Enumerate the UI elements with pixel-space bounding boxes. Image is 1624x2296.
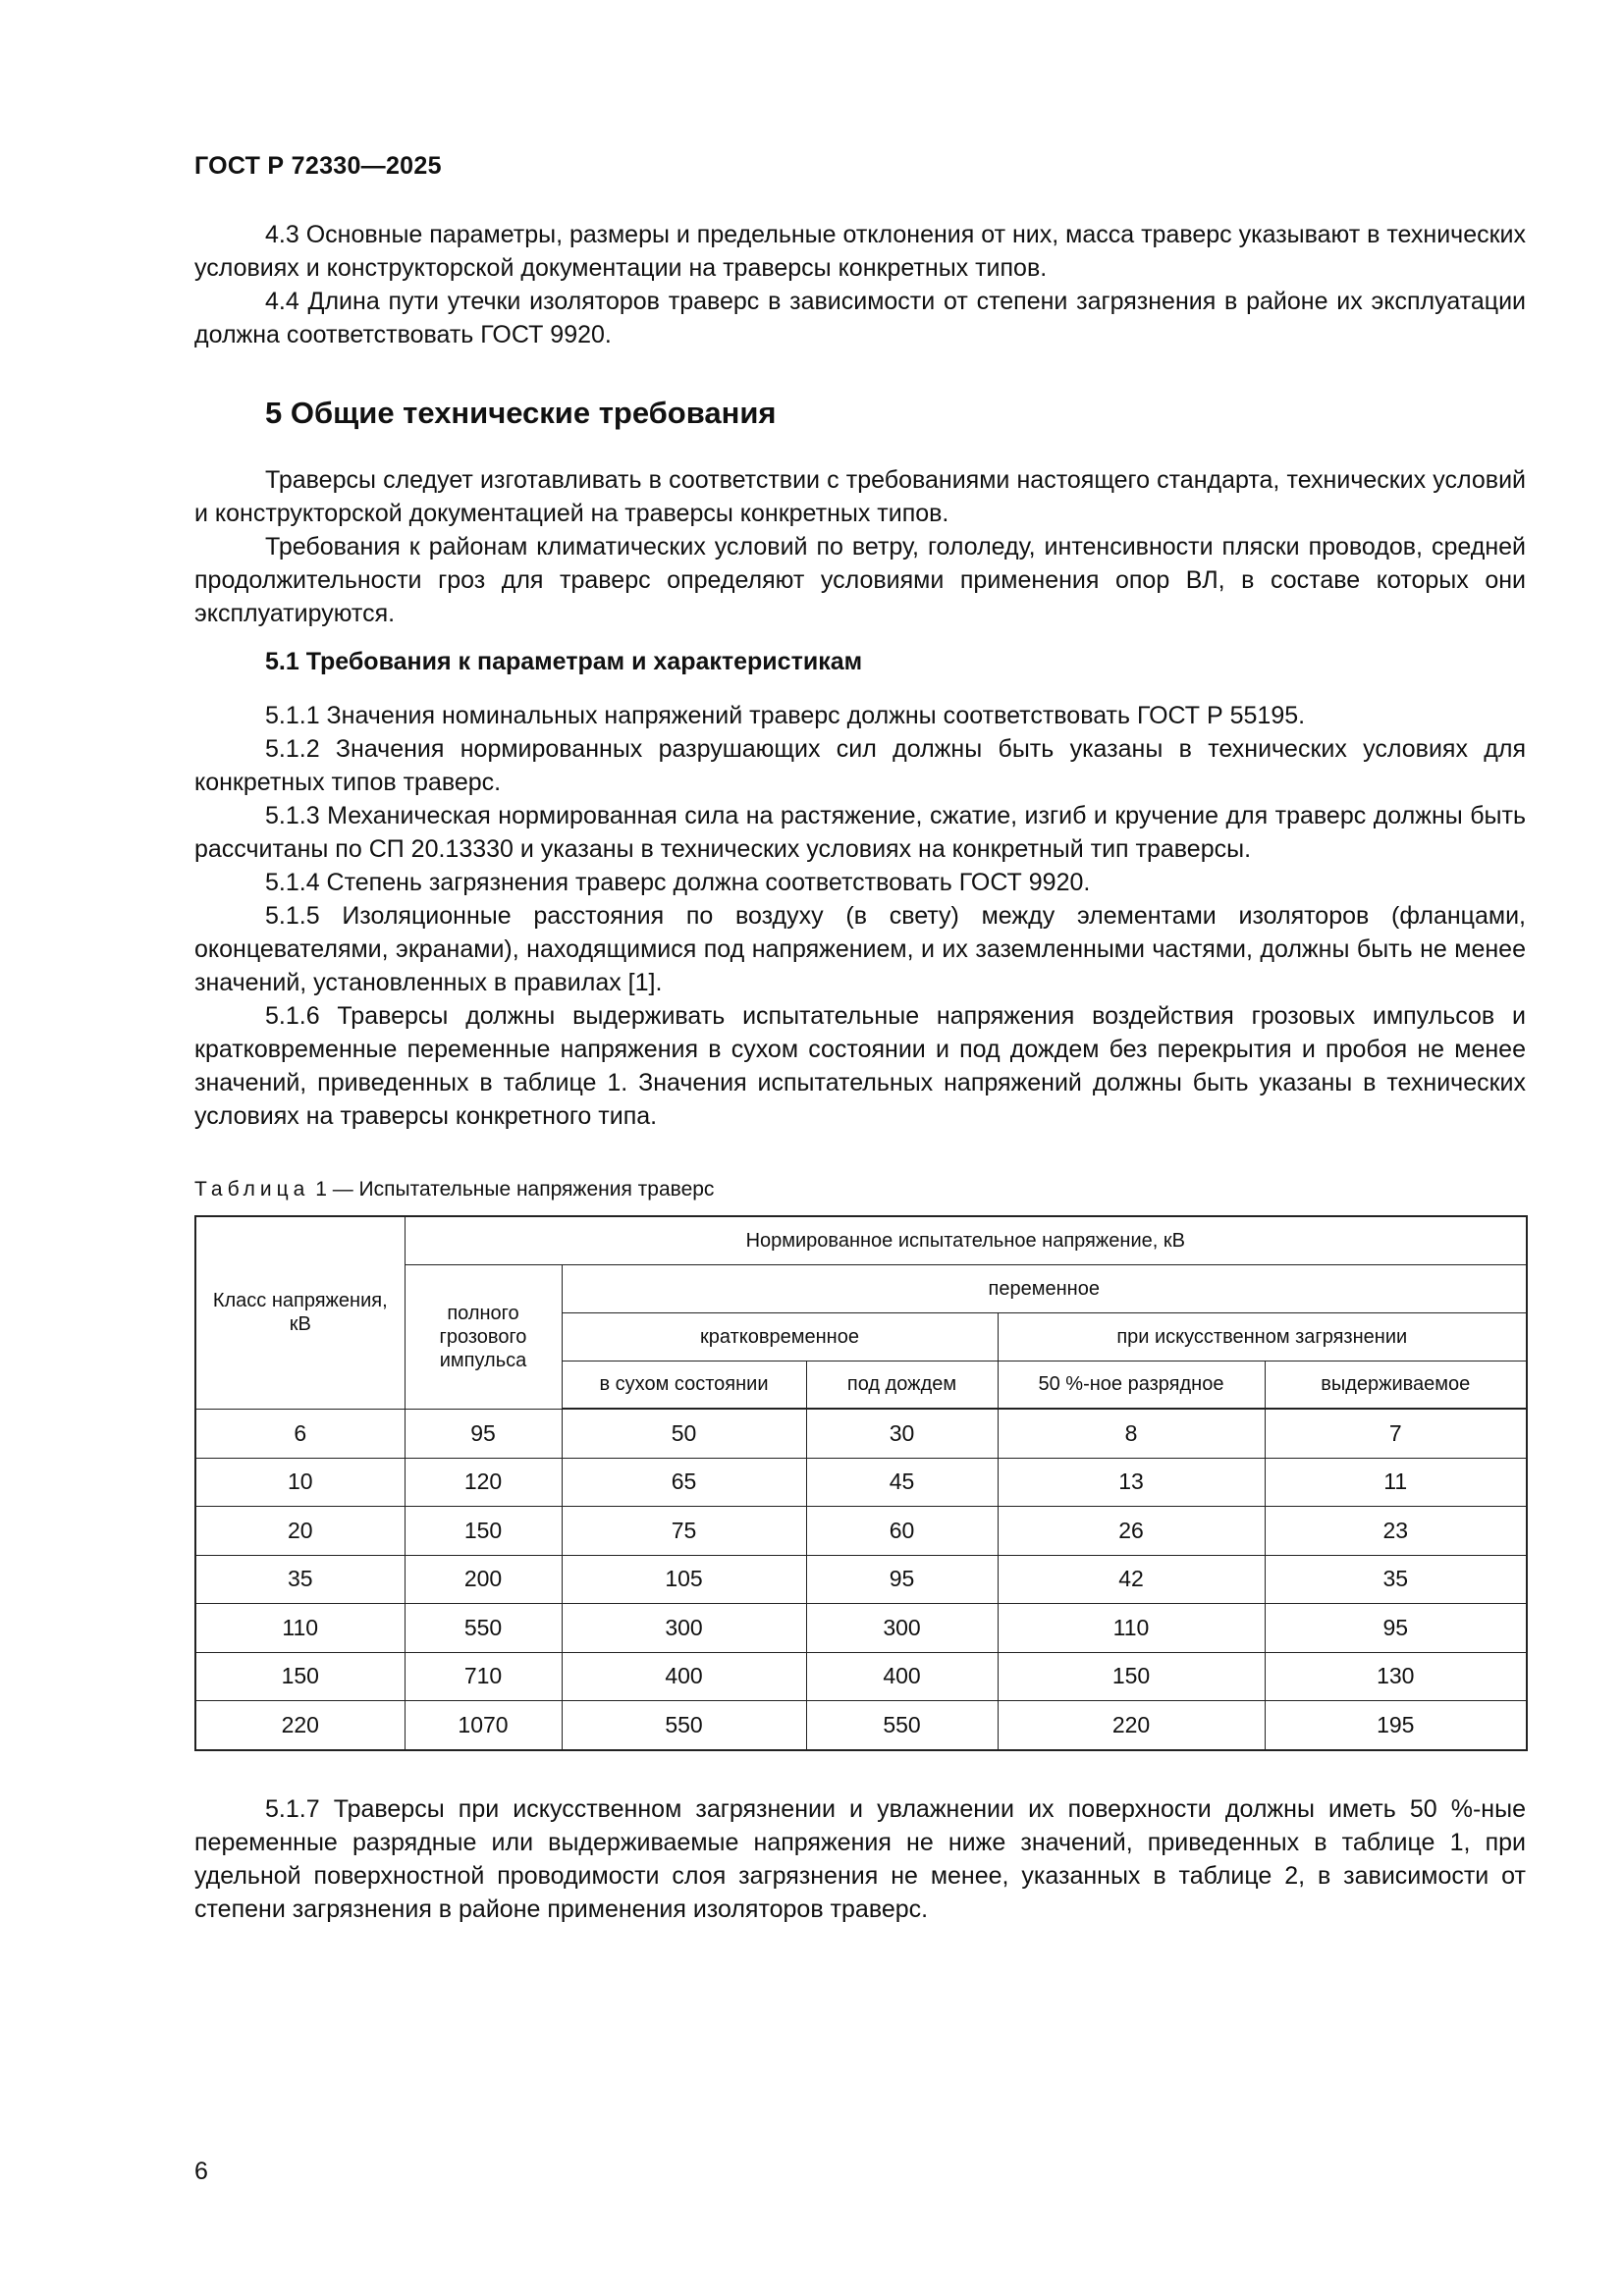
cell-wet: 300 [806, 1604, 998, 1653]
paragraph-5-1-6: 5.1.6 Траверсы должны выдерживать испытательные напряжения воздействия грозовых импульсов и кратковременные переменные напряжения в сухом состоянии и под дождем без перекрытия и пробоя не менее значений, приведенных в таблице 1. Значения испытательных напряжений должны быть указаны в технических условиях на траверсы конкретного типа. [194, 1002, 1526, 1130]
table-1-caption [194, 1178, 714, 1201]
header-discharge-50: 50 %-ное разрядное [998, 1361, 1265, 1409]
cell-discharge-50: 8 [998, 1409, 1265, 1458]
cell-lightning-impulse: 200 [405, 1555, 562, 1604]
cell-withstand: 95 [1265, 1604, 1527, 1653]
cell-lightning-impulse: 95 [405, 1409, 562, 1458]
paragraph-4-4: 4.4 Длина пути утечки изоляторов траверс в зависимости от степени загрязнения в районе их эксплуатации должна соответствовать ГОСТ 9920. [194, 288, 1526, 348]
header-dry: в сухом состоянии [562, 1361, 806, 1409]
cell-withstand: 23 [1265, 1507, 1527, 1556]
cell-dry: 400 [562, 1652, 806, 1701]
section-5-heading: 5 Общие технические требования [265, 396, 777, 430]
cell-dry: 550 [562, 1701, 806, 1750]
subsection-5-1-text [194, 699, 1526, 1133]
cell-voltage-class: 110 [195, 1604, 405, 1653]
paragraph-5-intro-1: Траверсы следует изготавливать в соответствии с требованиями настоящего стандарта, технических условий и конструкторской документацией на траверсы конкретных типов. [194, 466, 1526, 527]
cell-lightning-impulse: 710 [405, 1652, 562, 1701]
cell-voltage-class: 35 [195, 1555, 405, 1604]
cell-discharge-50: 13 [998, 1458, 1265, 1507]
cell-voltage-class: 220 [195, 1701, 405, 1750]
section-4-text [194, 218, 1526, 351]
table-row [195, 1458, 1527, 1507]
header-voltage-class: Класс напряжения, кВ [195, 1216, 405, 1409]
section-5-intro [194, 463, 1526, 630]
table-row [195, 1701, 1527, 1750]
page-number: 6 [194, 2158, 208, 2185]
paragraph-5-1-5: 5.1.5 Изоляционные расстояния по воздуху (в свету) между элементами изоляторов (фланцами, оконцевателями, экранами), находящимися под напряжением, и их заземленными частями, должны быть не менее значений, установленных в правилах [1]. [194, 902, 1526, 996]
cell-dry: 75 [562, 1507, 806, 1556]
header-full-lightning-impulse: полного грозового импульса [405, 1264, 562, 1409]
test-voltage-table [194, 1215, 1528, 1751]
cell-wet: 45 [806, 1458, 998, 1507]
paragraph-5-1-1: 5.1.1 Значения номинальных напряжений траверс должны соответствовать ГОСТ Р 55195. [265, 702, 1306, 729]
paragraph-5-1-2: 5.1.2 Значения нормированных разрушающих сил должны быть указаны в технических условиях для конкретных типов траверс. [194, 735, 1526, 796]
cell-dry: 300 [562, 1604, 806, 1653]
cell-wet: 30 [806, 1409, 998, 1458]
cell-voltage-class: 10 [195, 1458, 405, 1507]
header-artificial-pollution: при искусственном загрязнении [998, 1312, 1527, 1361]
cell-discharge-50: 110 [998, 1604, 1265, 1653]
cell-dry: 50 [562, 1409, 806, 1458]
table-row [195, 1652, 1527, 1701]
table-row [195, 1604, 1527, 1653]
cell-withstand: 11 [1265, 1458, 1527, 1507]
cell-withstand: 7 [1265, 1409, 1527, 1458]
table-caption-word: Таблица [194, 1178, 310, 1201]
header-withstand: выдерживаемое [1265, 1361, 1527, 1409]
cell-discharge-50: 220 [998, 1701, 1265, 1750]
table-caption-title: 1 — Испытательные напряжения траверс [315, 1178, 715, 1201]
header-short-term: кратковременное [562, 1312, 998, 1361]
table-row [195, 1507, 1527, 1556]
cell-dry: 65 [562, 1458, 806, 1507]
table-row [195, 1555, 1527, 1604]
header-wet: под дождем [806, 1361, 998, 1409]
cell-voltage-class: 20 [195, 1507, 405, 1556]
cell-lightning-impulse: 1070 [405, 1701, 562, 1750]
cell-wet: 550 [806, 1701, 998, 1750]
paragraph-5-1-7-block [194, 1792, 1526, 1926]
table-row [195, 1409, 1527, 1458]
cell-wet: 60 [806, 1507, 998, 1556]
cell-withstand: 35 [1265, 1555, 1527, 1604]
cell-voltage-class: 6 [195, 1409, 405, 1458]
cell-withstand: 130 [1265, 1652, 1527, 1701]
header-alternating: переменное [562, 1264, 1527, 1312]
cell-discharge-50: 150 [998, 1652, 1265, 1701]
cell-lightning-impulse: 150 [405, 1507, 562, 1556]
paragraph-5-1-4: 5.1.4 Степень загрязнения траверс должна соответствовать ГОСТ 9920. [265, 869, 1091, 896]
cell-discharge-50: 26 [998, 1507, 1265, 1556]
paragraph-4-3: 4.3 Основные параметры, размеры и предельные отклонения от них, масса траверс указывают в технических условиях и конструкторской документации на траверсы конкретных типов. [194, 221, 1527, 282]
cell-voltage-class: 150 [195, 1652, 405, 1701]
paragraph-5-1-7: 5.1.7 Траверсы при искусственном загрязнении и увлажнении их поверхности должны иметь 50 %-ные переменные разрядные или выдерживаемые напряжения не ниже значений, приведенных в таблице 1, при удельной поверхностной проводимости слоя загрязнения не менее, указанных в таблице 2, в зависимости от степени загрязнения в районе применения изоляторов траверс. [194, 1795, 1526, 1923]
cell-discharge-50: 42 [998, 1555, 1265, 1604]
header-rated-test-voltage: Нормированное испытательное напряжение, кВ [405, 1216, 1527, 1264]
subsection-5-1-heading: 5.1 Требования к параметрам и характеристикам [265, 648, 863, 675]
cell-dry: 105 [562, 1555, 806, 1604]
cell-lightning-impulse: 550 [405, 1604, 562, 1653]
document-header: ГОСТ Р 72330—2025 [194, 152, 442, 180]
cell-lightning-impulse: 120 [405, 1458, 562, 1507]
cell-withstand: 195 [1265, 1701, 1527, 1750]
paragraph-5-1-3: 5.1.3 Механическая нормированная сила на растяжение, сжатие, изгиб и кручение для траверс должны быть рассчитаны по СП 20.13330 и указаны в технических условиях на конкретный тип траверсы. [194, 802, 1526, 863]
cell-wet: 400 [806, 1652, 998, 1701]
paragraph-5-intro-2: Требования к районам климатических условий по ветру, гололеду, интенсивности пляски проводов, средней продолжительности гроз для траверс определяют условиями применения опор ВЛ, в составе которых они эксплуатируются. [194, 533, 1526, 627]
cell-wet: 95 [806, 1555, 998, 1604]
